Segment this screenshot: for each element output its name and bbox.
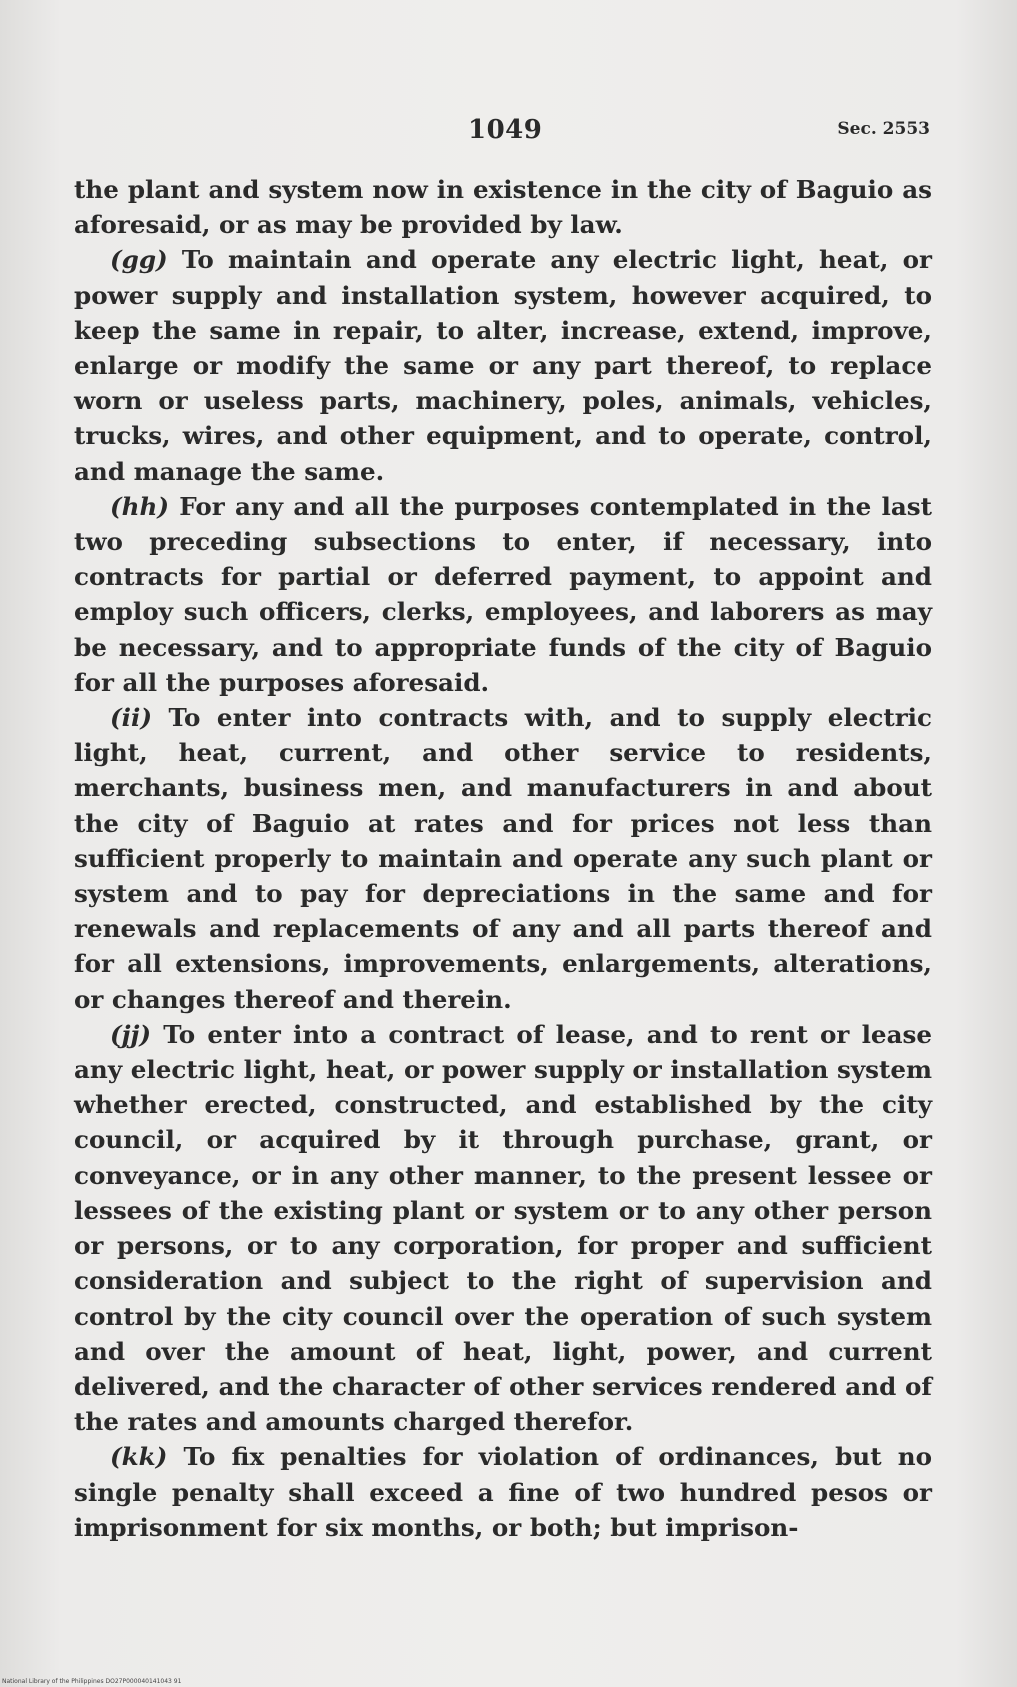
subsection-label: (hh)	[110, 491, 170, 521]
subsection-label: (gg)	[110, 245, 168, 275]
paragraph-text: To enter into a contract of lease, and to rent or lease any electric light, heat, or power supply or installation system whether erected, constructed, and established by the city council, or acquired by it through purchase, grant, or conveyance, or in any other manner, to the present lessee or lessees of the existing plant or system or to any other person or persons, or to any corporation, for proper and sufficient consideration and subject to the right of supervision and control by the city council over the operation of such system and over the amount of heat, light, power, and current delivered, and the character of other services rendered and of the rates and amounts charged therefor.	[74, 1019, 932, 1437]
page-number: 1049	[468, 115, 543, 145]
subsection-label: (jj)	[110, 1019, 152, 1049]
paragraph-continuation	[74, 172, 932, 242]
paragraph-text: To fix penalties for violation of ordinances, but no single penalty shall exceed a fine of two hundred pesos or imprisonment for six months, or both; but imprison-	[74, 1442, 932, 1542]
paragraph-gg	[74, 242, 932, 488]
paragraph-hh	[74, 489, 932, 700]
paragraph-jj	[74, 1017, 932, 1439]
scan-footer: National Library of the Philippines DO27P000040141043 91	[2, 1678, 182, 1685]
subsection-label: (kk)	[110, 1442, 168, 1472]
section-reference: Sec. 2553	[837, 119, 930, 139]
page-header	[0, 115, 1017, 155]
paragraph-text: To maintain and operate any electric light, heat, or power supply and installation system, however acquired, to keep the same in repair, to alter, increase, extend, improve, enlarge or modify the same or any part thereof, to replace worn or useless parts, machinery, poles, animals, vehicles, trucks, wires, and other equipment, and to operate, control, and manage the same.	[74, 245, 932, 486]
paragraph-kk	[74, 1439, 932, 1545]
subsection-label: (ii)	[110, 703, 152, 733]
paragraph-text: the plant and system now in existence in the city of Baguio as aforesaid, or as may be provided by law.	[74, 175, 932, 240]
paragraph-text: To enter into contracts with, and to supply electric light, heat, current, and other service to residents, merchants, business men, and manufacturers in and about the city of Baguio at rates and for prices not less than sufficient properly to maintain and operate any such plant or system and to pay for depreciations in the same and for renewals and replacements of any and all parts thereof and for all extensions, improvements, enlargements, alterations, or changes thereof and therein.	[74, 703, 932, 1014]
paragraph-text: For any and all the purposes contemplated in the last two preceding subsections to enter, if necessary, into contracts for partial or deferred payment, to appoint and employ such officers, clerks, employees, and laborers as may be necessary, and to appropriate funds of the city of Baguio for all the purposes aforesaid.	[74, 491, 932, 697]
paragraph-ii	[74, 700, 932, 1017]
body-text	[74, 172, 932, 1545]
